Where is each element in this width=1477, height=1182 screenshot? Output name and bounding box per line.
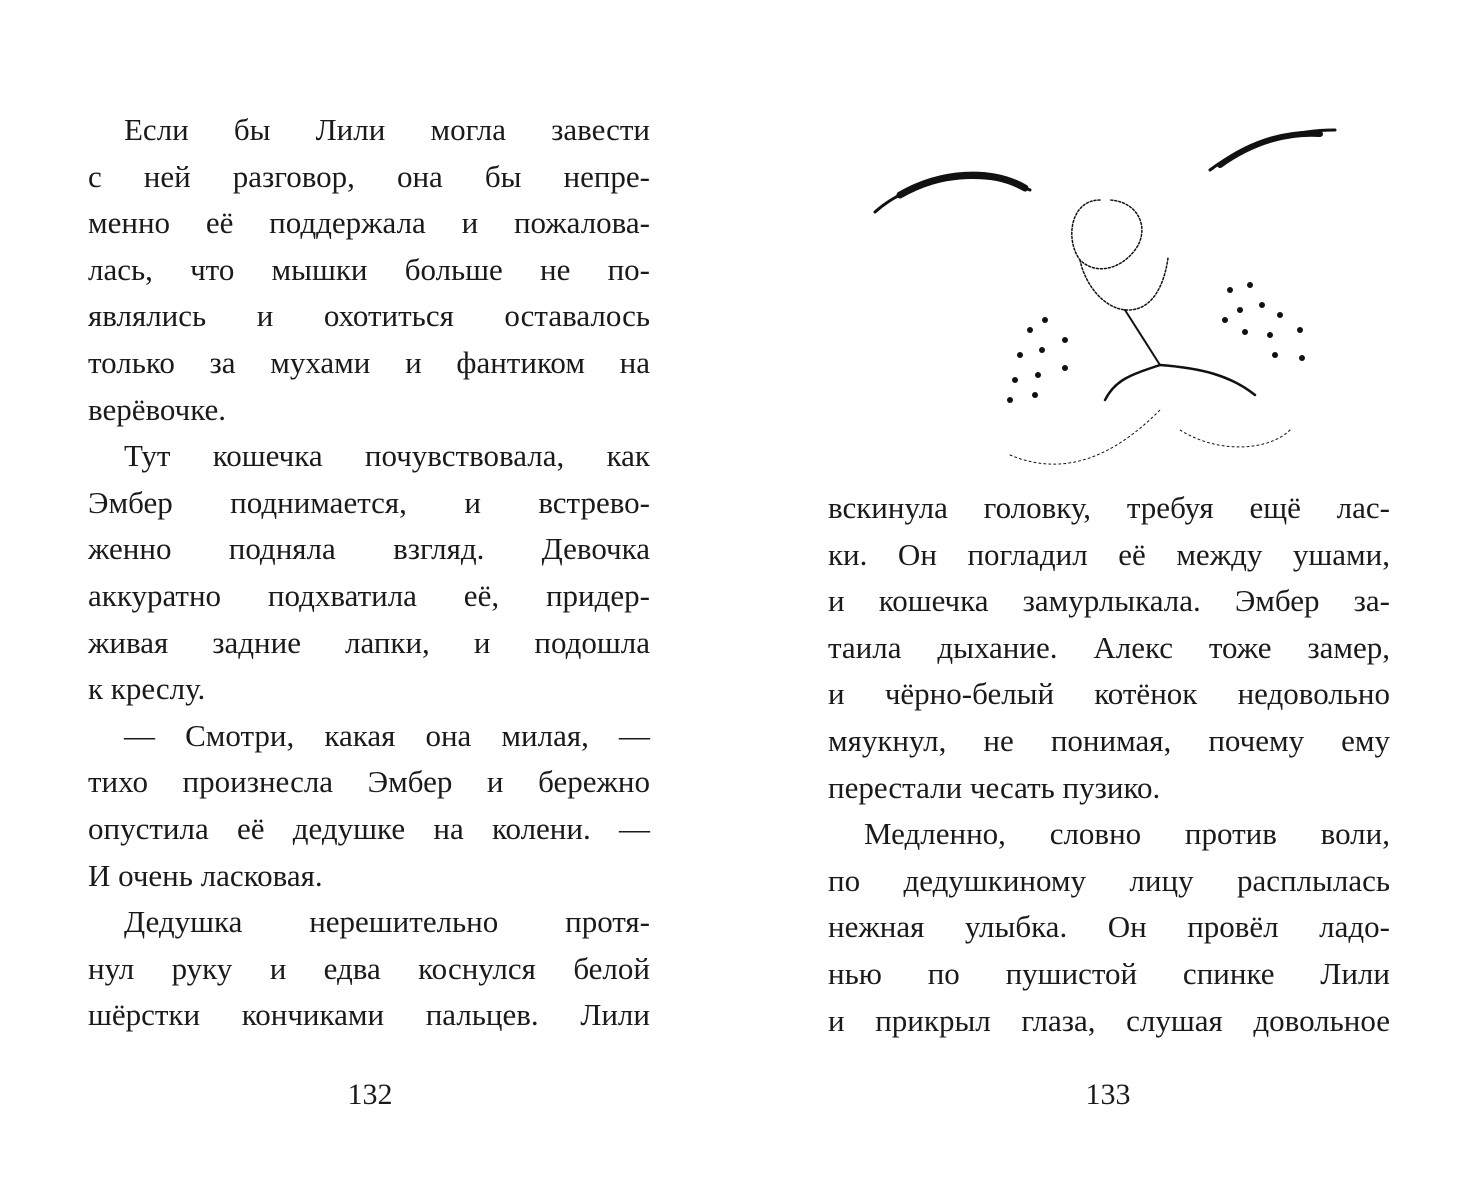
- text-line: Тут кошечка почувствовала, как: [124, 438, 650, 474]
- page-number: 133: [1085, 1078, 1131, 1111]
- text-line: являлись и охотиться оставалось: [88, 298, 650, 334]
- text-line: опустила её дедушке на колени. —: [88, 810, 650, 846]
- mouth: [1105, 365, 1160, 400]
- text-line: и кошечка замурлыкала. Эмбер за-: [828, 583, 1390, 619]
- text-line: по дедушкиному лицу расплылась: [828, 862, 1390, 898]
- whisker-dots: [1007, 282, 1305, 403]
- text-line: мяукнул, не понимая, почему ему: [828, 722, 1390, 758]
- text-line: Эмбер поднимается, и встрево-: [88, 484, 650, 520]
- text-line: к креслу.: [88, 671, 206, 707]
- text-line: Медленно, словно против воли,: [864, 816, 1390, 852]
- text-line: тихо произнесла Эмбер и бережно: [88, 764, 650, 800]
- text-line: нью по пушистой спинке Лили: [828, 955, 1390, 991]
- text-line: только за мухами и фантиком на: [88, 344, 650, 380]
- page-number: 132: [347, 1078, 393, 1111]
- text-line: с ней разговор, она бы непре-: [88, 158, 650, 194]
- text-line: ки. Он погладил её между ушами,: [828, 536, 1390, 572]
- text-line: нежная улыбка. Он провёл ладо-: [828, 909, 1390, 945]
- text-line: и прикрыл глаза, слушая довольное: [828, 1002, 1390, 1038]
- text-line: нул руку и едва коснулся белой: [88, 950, 650, 986]
- nose: [1072, 200, 1142, 269]
- text-line: живая задние лапки, и подошла: [88, 624, 650, 660]
- text-line: Если бы Лили могла завести: [124, 112, 650, 147]
- text-line: менно её поддержала и пожалова-: [88, 205, 650, 241]
- text-line: шёрстки кончиками пальцев. Лили: [88, 997, 650, 1033]
- text-line: женно подняла взгляд. Девочка: [88, 531, 650, 567]
- text-line: вскинула головку, требуя ещё лас-: [828, 490, 1390, 525]
- text-line: — Смотри, какая она милая, —: [124, 717, 650, 753]
- text-line: и чёрно-белый котёнок недовольно: [828, 676, 1390, 712]
- left-page-text: [88, 107, 650, 1039]
- text-line: аккуратно подхватила её, придер-: [88, 577, 650, 613]
- text-line: перестали чесать пузико.: [828, 769, 1161, 805]
- text-line: верёвочке.: [88, 391, 226, 427]
- right-page-text: [828, 485, 1390, 1044]
- text-line: Дедушка нерешительно протя-: [124, 904, 650, 940]
- text-line: лась, что мышки больше не по-: [88, 251, 650, 287]
- cat-face-illustration: [870, 110, 1350, 480]
- text-line: таила дыхание. Алекс тоже замер,: [828, 629, 1390, 665]
- text-line: И очень ласковая.: [88, 857, 323, 893]
